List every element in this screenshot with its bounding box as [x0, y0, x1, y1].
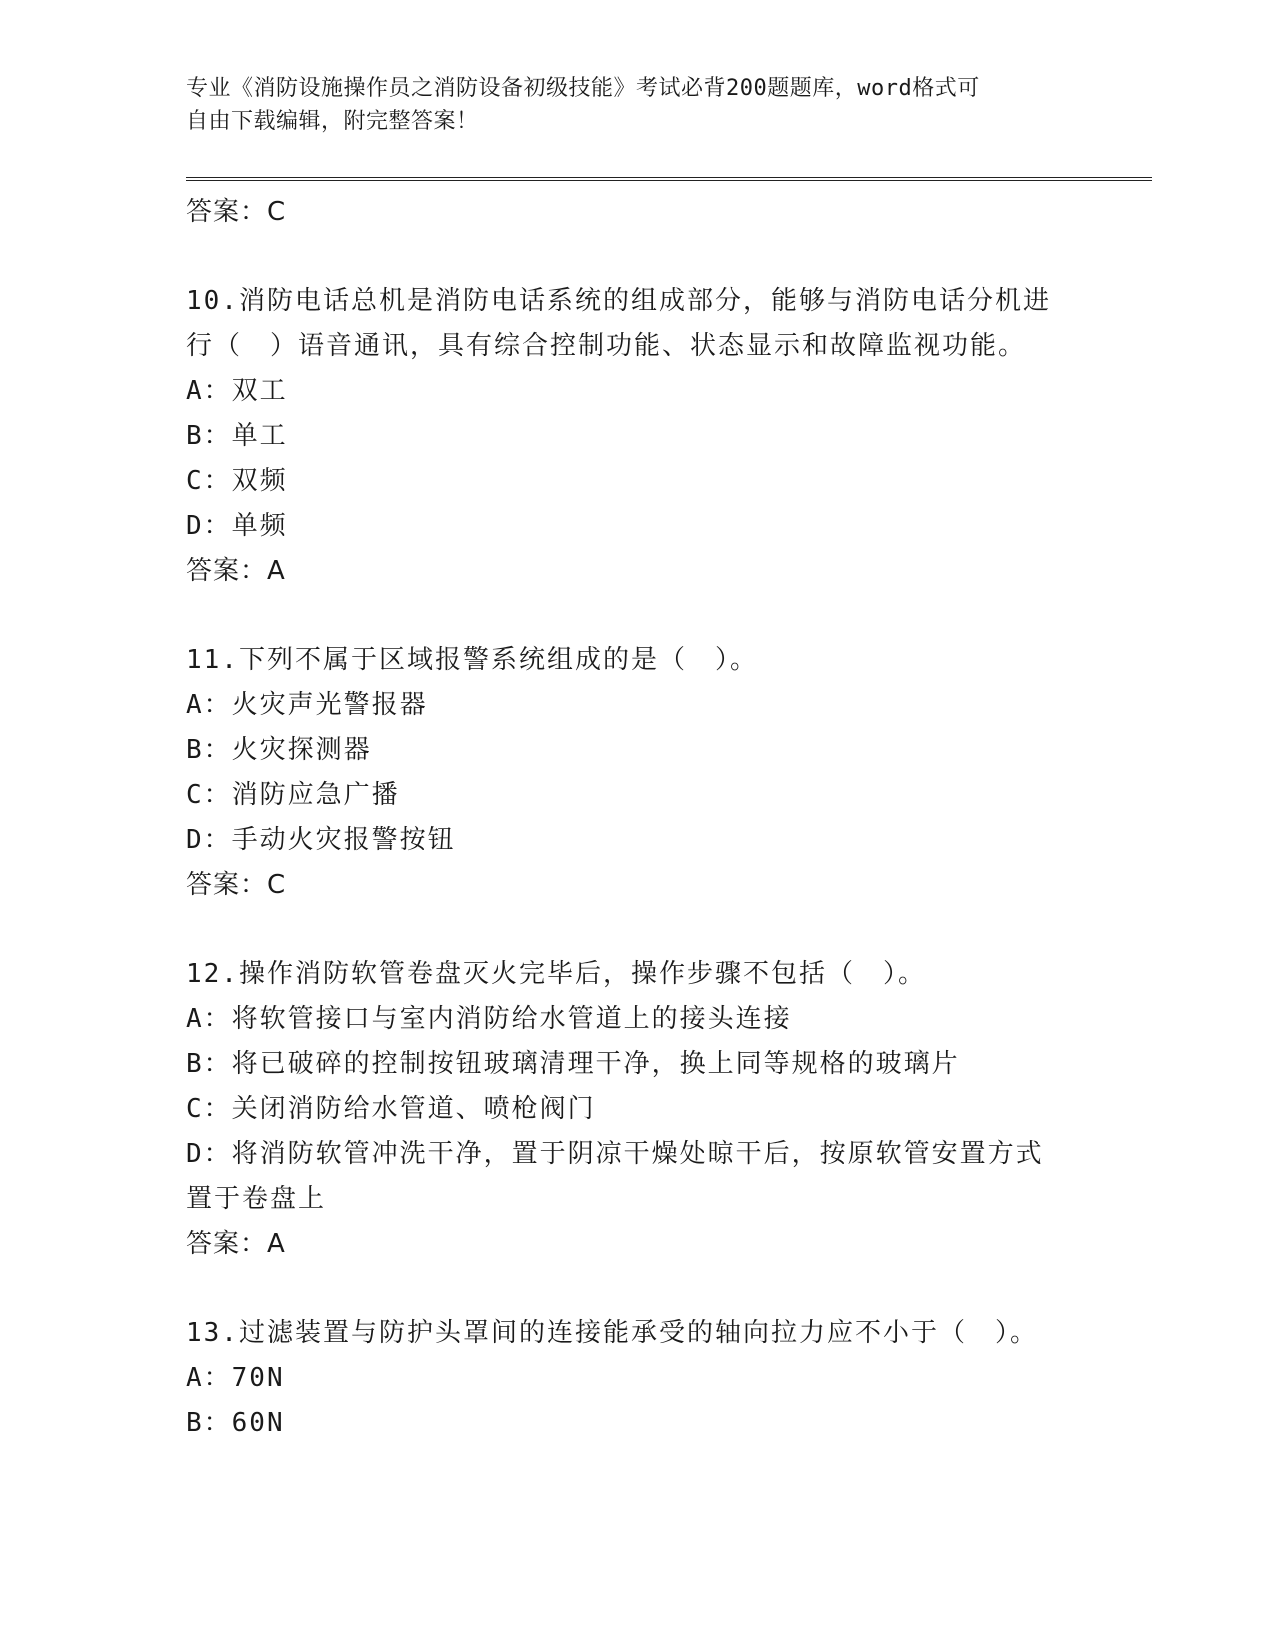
- question-12: [186, 952, 1086, 1267]
- header-line-2: 自由下载编辑，附完整答案！: [186, 109, 479, 134]
- question-text: 10.消防电话总机是消防电话系统的组成部分，能够与消防电话分机进: [186, 286, 1051, 316]
- spacer: [186, 235, 1086, 279]
- option-c: C：关闭消防给水管道、喷枪阀门: [186, 1094, 596, 1124]
- option-a: A：火灾声光警报器: [186, 690, 428, 720]
- question-10: [186, 279, 1086, 594]
- answer: 答案：A: [186, 556, 286, 586]
- option-d: D：单频: [186, 511, 288, 541]
- option-d: D：手动火灾报警按钮: [186, 825, 456, 855]
- spacer: [186, 908, 1086, 952]
- spacer: [186, 1267, 1086, 1311]
- question-13: [186, 1311, 1086, 1446]
- question-text: 12.操作消防软管卷盘灭火完毕后，操作步骤不包括（ ）。: [186, 959, 926, 989]
- header-divider: [186, 177, 1152, 181]
- answer-q9: 答案：C: [186, 197, 287, 227]
- option-b: B：将已破碎的控制按钮玻璃清理干净，换上同等规格的玻璃片: [186, 1049, 960, 1079]
- option-b: B：60N: [186, 1408, 285, 1438]
- question-11: [186, 638, 1086, 908]
- question-text: 行（ ）语音通讯，具有综合控制功能、状态显示和故障监视功能。: [186, 331, 1027, 361]
- answer: 答案：C: [186, 870, 287, 900]
- option-a: A：将软管接口与室内消防给水管道上的接头连接: [186, 1004, 792, 1034]
- question-list: [186, 190, 1086, 1446]
- option-c: C：双频: [186, 466, 288, 496]
- option-c: C：消防应急广播: [186, 780, 400, 810]
- option-d: D：将消防软管冲洗干净，置于阴凉干燥处晾干后，按原软管安置方式: [186, 1139, 1044, 1169]
- document-header: [186, 72, 1066, 138]
- option-d-continued: 置于卷盘上: [186, 1184, 327, 1214]
- option-b: B：火灾探测器: [186, 735, 372, 765]
- question-text: 13.过滤装置与防护头罩间的连接能承受的轴向拉力应不小于（ ）。: [186, 1318, 1038, 1348]
- header-line-1: 专业《消防设施操作员之消防设备初级技能》考试必背200题题库，word格式可: [186, 76, 980, 101]
- option-a: A：双工: [186, 376, 288, 406]
- option-b: B：单工: [186, 421, 288, 451]
- option-a: A：70N: [186, 1363, 285, 1393]
- question-text: 11.下列不属于区域报警系统组成的是（ ）。: [186, 645, 758, 675]
- spacer: [186, 594, 1086, 638]
- answer: 答案：A: [186, 1229, 286, 1259]
